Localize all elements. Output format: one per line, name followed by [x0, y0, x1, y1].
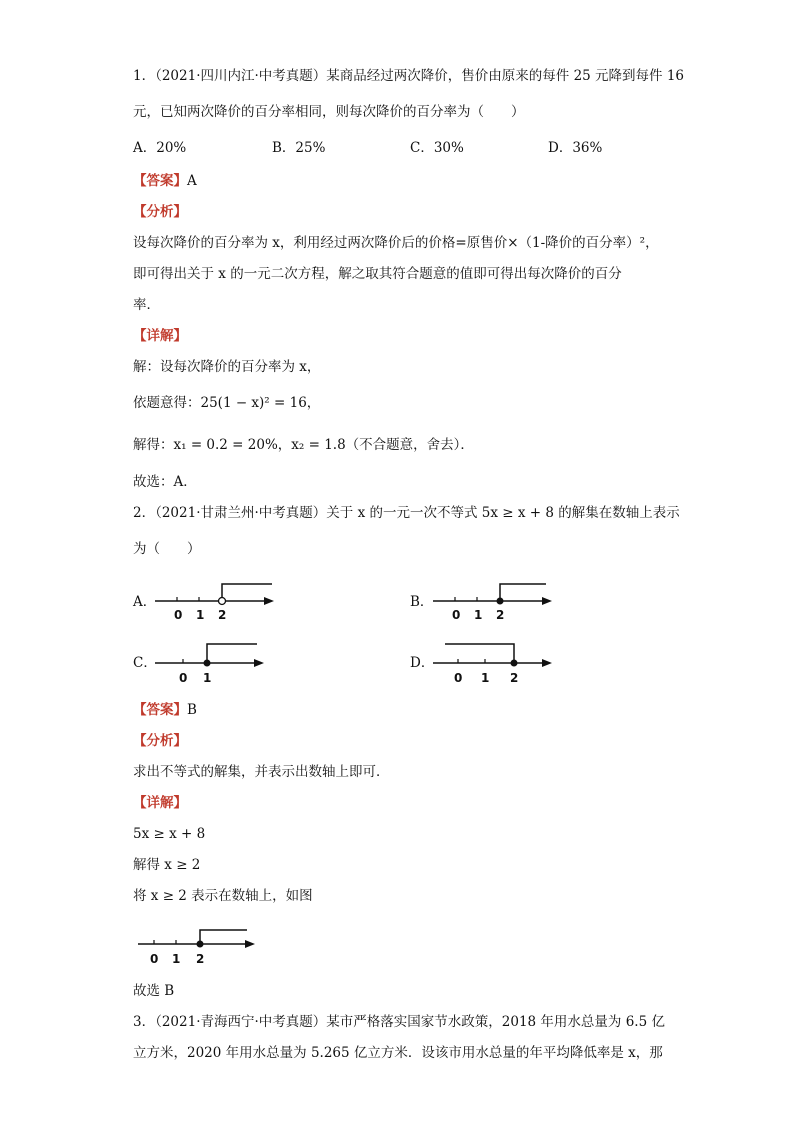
q1-stem-line2: 元，已知两次降价的百分率相同，则每次降价的百分率为（ ） [133, 104, 525, 120]
closed-dot [204, 660, 211, 667]
q1-analysis-line1: 设每次降价的百分率为 x，利用经过两次降价后的价格=原售价×（1-降价的百分率）²， [133, 235, 659, 251]
q2-option-d-number-line [430, 638, 560, 688]
q2-analysis-line1: 求出不等式的解集，并表示出数轴上即可． [133, 764, 390, 780]
q2-answer [133, 700, 197, 720]
q2-stem-line1: 2．（2021·甘肃兰州·中考真题）关于 x 的一元一次不等式 5x ≥ x + 8 的解集在数轴上表示 [133, 505, 680, 521]
q1-option-d: D．36% [548, 140, 603, 156]
q2-detail-line4: 故选 B [133, 983, 175, 999]
answer-value: B [187, 702, 197, 718]
tick-label-1: 1 [196, 608, 205, 622]
answer-tag: 【答案】 [133, 173, 187, 189]
q2-detail-number-line [133, 918, 263, 968]
q2-option-d-label: D． [410, 655, 435, 671]
tick-label-1: 1 [203, 671, 212, 685]
solution-bracket [207, 644, 257, 663]
tick-label-2: 2 [496, 608, 505, 622]
q2-option-c-label: C． [133, 655, 157, 671]
tick-label-1: 1 [172, 952, 181, 966]
tick-label-0: 0 [179, 671, 188, 685]
tick-label-2: 2 [196, 952, 205, 966]
open-dot [219, 598, 226, 605]
q1-option-b: B．25% [272, 140, 326, 156]
closed-dot [197, 941, 204, 948]
q1-analysis-tag: 【分析】 [133, 204, 187, 220]
axis-arrow [542, 659, 552, 667]
q1-answer [133, 171, 197, 191]
q1-detail-line2: 依题意得：25(1 − x)² = 16， [133, 395, 321, 411]
q1-analysis-line2: 即可得出关于 x 的一元二次方程，解之取其符合题意的值即可得出每次降价的百分 [133, 266, 622, 282]
solution-bracket [445, 644, 514, 663]
closed-dot [497, 598, 504, 605]
q1-option-c: C．30% [410, 140, 464, 156]
tick-label-2: 2 [218, 608, 227, 622]
tick-label-0: 0 [454, 671, 463, 685]
axis-arrow [245, 940, 255, 948]
tick-label-0: 0 [452, 608, 461, 622]
closed-dot [511, 660, 518, 667]
tick-label-0: 0 [174, 608, 183, 622]
q1-option-a: A．20% [133, 140, 187, 156]
q2-option-a-number-line [150, 578, 280, 624]
tick-label-1: 1 [474, 608, 483, 622]
q1-stem-line1: 1．（2021·四川内江·中考真题）某商品经过两次降价，售价由原来的每件 25 元降到每件 16 [133, 68, 685, 84]
q2-detail-line3: 将 x ≥ 2 表示在数轴上，如图 [133, 888, 313, 904]
q2-option-b-label: B． [410, 594, 434, 610]
q3-stem-line1: 3．（2021·青海西宁·中考真题）某市严格落实国家节水政策，2018 年用水总量为 6.5 亿 [133, 1014, 665, 1030]
tick-label-2: 2 [510, 671, 519, 685]
q1-detail-line4: 故选：A． [133, 474, 197, 490]
q1-detail-tag: 【详解】 [133, 328, 187, 344]
tick-label-0: 0 [150, 952, 159, 966]
answer-value: A [187, 173, 197, 189]
axis-arrow [542, 597, 552, 605]
q1-analysis-line3: 率． [133, 297, 160, 313]
q2-detail-tag: 【详解】 [133, 795, 187, 811]
solution-bracket [500, 584, 546, 601]
axis-arrow [264, 597, 274, 605]
answer-tag: 【答案】 [133, 702, 187, 718]
q1-detail-line3: 解得：x₁ = 0.2 = 20%，x₂ = 1.8（不合题意，舍去）． [133, 437, 474, 453]
q2-option-a-label: A． [133, 594, 157, 610]
q2-detail-line2: 解得 x ≥ 2 [133, 857, 201, 873]
q3-stem-line2: 立方米，2020 年用水总量为 5.265 亿立方米．设该市用水总量的年平均降低率是 x，那 [133, 1045, 663, 1061]
q2-detail-line1: 5x ≥ x + 8 [133, 826, 206, 842]
q2-option-c-number-line [150, 638, 270, 688]
axis-arrow [254, 659, 264, 667]
solution-bracket [222, 584, 272, 597]
q2-analysis-tag: 【分析】 [133, 733, 187, 749]
tick-label-1: 1 [481, 671, 490, 685]
q1-detail-line1: 解：设每次降价的百分率为 x， [133, 359, 321, 375]
q2-stem-line2: 为（ ） [133, 541, 201, 557]
solution-bracket [200, 930, 247, 944]
q2-option-b-number-line [428, 578, 558, 624]
